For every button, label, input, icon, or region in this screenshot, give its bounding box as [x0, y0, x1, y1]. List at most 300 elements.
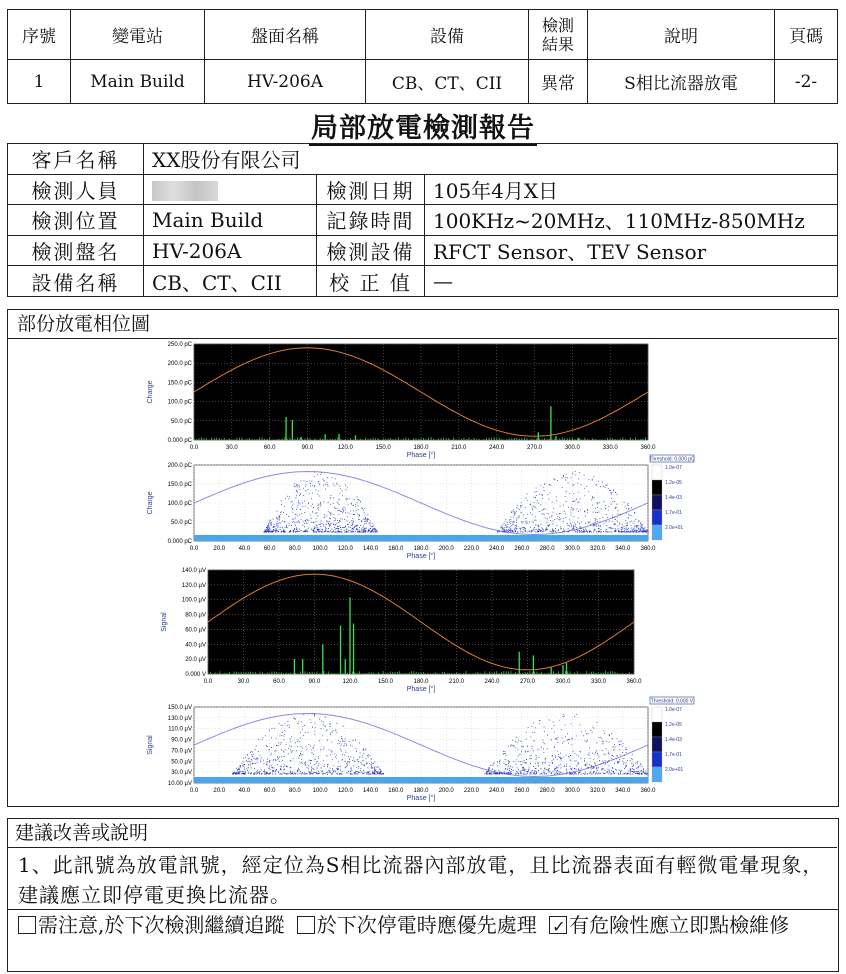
scatter-point	[635, 532, 636, 533]
scatter-point	[581, 521, 582, 522]
scatter-point	[615, 519, 616, 520]
scatter-point	[612, 521, 613, 522]
scatter-point	[297, 741, 298, 742]
scatter-point	[611, 758, 612, 759]
scatter-point	[554, 746, 555, 747]
scatter-point	[536, 520, 537, 521]
scatter-point	[375, 529, 376, 530]
scatter-point	[311, 506, 312, 507]
scatter-point	[380, 773, 381, 774]
scatter-point	[302, 729, 303, 730]
scatter-point	[523, 522, 524, 523]
scatter-point	[572, 501, 573, 502]
scatter-point	[326, 772, 327, 773]
scatter-point	[561, 729, 562, 730]
scatter-point	[276, 738, 277, 739]
scatter-point	[358, 768, 359, 769]
scatter-point	[292, 773, 293, 774]
scatter-point	[613, 756, 614, 757]
scatter-point	[262, 737, 263, 738]
scatter-point	[592, 768, 593, 769]
scatter-point	[310, 774, 311, 775]
scatter-point	[283, 751, 284, 752]
scatter-point	[580, 531, 581, 532]
scatter-point	[276, 517, 277, 518]
scatter-point	[356, 748, 357, 749]
scatter-point	[346, 763, 347, 764]
row-no: 1	[8, 60, 71, 104]
scatter-point	[346, 744, 347, 745]
scatter-point	[594, 523, 595, 524]
scatter-point	[250, 773, 251, 774]
scatter-point	[346, 532, 347, 533]
scatter-point	[581, 768, 582, 769]
scatter-point	[343, 741, 344, 742]
option-1-label: 需注意,於下次檢測繼續追蹤	[38, 913, 285, 937]
scatter-point	[357, 502, 358, 503]
scatter-point	[590, 758, 591, 759]
legend-swatch	[652, 465, 662, 480]
scatter-point	[277, 757, 278, 758]
scatter-point	[576, 774, 577, 775]
scatter-point	[575, 531, 576, 532]
scatter-point	[290, 772, 291, 773]
scatter-point	[578, 769, 579, 770]
scatter-point	[300, 771, 301, 772]
scatter-point	[623, 743, 624, 744]
scatter-point	[302, 502, 303, 503]
scatter-point	[528, 769, 529, 770]
scatter-point	[567, 772, 568, 773]
scatter-point	[605, 485, 606, 486]
scatter-point	[305, 506, 306, 507]
scatter-point	[291, 761, 292, 762]
scatter-point	[295, 486, 296, 487]
scatter-point	[589, 530, 590, 531]
scatter-point	[643, 769, 644, 770]
scatter-point	[592, 480, 593, 481]
scatter-point	[277, 521, 278, 522]
scatter-point	[489, 768, 490, 769]
scatter-point	[590, 730, 591, 731]
scatter-point	[619, 761, 620, 762]
scatter-point	[516, 526, 517, 527]
scatter-point	[633, 523, 634, 524]
legend-label: 1.2e-05	[665, 722, 682, 728]
scatter-point	[373, 532, 374, 533]
scatter-point	[298, 723, 299, 724]
scatter-point	[346, 499, 347, 500]
scatter-point	[525, 762, 526, 763]
scatter-point	[606, 525, 607, 526]
scatter-point	[276, 745, 277, 746]
scatter-point	[527, 500, 528, 501]
scatter-point	[519, 528, 520, 529]
scatter-point	[611, 770, 612, 771]
option-3-checkbox[interactable]	[549, 916, 567, 934]
scatter-point	[255, 763, 256, 764]
scatter-point	[558, 737, 559, 738]
scatter-point	[337, 523, 338, 524]
scatter-point	[530, 772, 531, 773]
scatter-point	[630, 774, 631, 775]
scatter-point	[285, 527, 286, 528]
scatter-point	[521, 512, 522, 513]
scatter-point	[302, 726, 303, 727]
scatter-point	[618, 528, 619, 529]
scatter-point	[280, 514, 281, 515]
scatter-point	[641, 528, 642, 529]
scatter-point	[526, 763, 527, 764]
scatter-point	[285, 724, 286, 725]
scatter-point	[345, 526, 346, 527]
scatter-point	[571, 509, 572, 510]
scatter-point	[289, 525, 290, 526]
scatter-point	[354, 514, 355, 515]
scatter-point	[294, 522, 295, 523]
scatter-point	[497, 774, 498, 775]
scatter-point	[627, 529, 628, 530]
scatter-point	[544, 731, 545, 732]
scatter-point	[264, 769, 265, 770]
scatter-point	[325, 517, 326, 518]
scatter-point	[347, 498, 348, 499]
scatter-point	[245, 772, 246, 773]
scatter-point	[598, 532, 599, 533]
scatter-point	[294, 529, 295, 530]
scatter-point	[258, 751, 259, 752]
scatter-point	[332, 759, 333, 760]
scatter-point	[640, 529, 641, 530]
scatter-point	[571, 507, 572, 508]
scatter-point	[289, 523, 290, 524]
scatter-point	[350, 773, 351, 774]
scatter-point	[346, 530, 347, 531]
scatter-point	[538, 749, 539, 750]
scatter-point	[364, 532, 365, 533]
scatter-point	[324, 514, 325, 515]
scatter-point	[347, 520, 348, 521]
scatter-point	[573, 484, 574, 485]
scatter-point	[634, 530, 635, 531]
scatter-point	[321, 531, 322, 532]
scatter-point	[251, 773, 252, 774]
scatter-point	[578, 774, 579, 775]
scatter-point	[349, 522, 350, 523]
scatter-point	[320, 474, 321, 475]
scatter-point	[364, 772, 365, 773]
scatter-point	[239, 772, 240, 773]
scatter-point	[322, 770, 323, 771]
scatter-point	[283, 531, 284, 532]
scatter-point	[362, 764, 363, 765]
scatter-point	[641, 527, 642, 528]
scatter-point	[615, 508, 616, 509]
option-1-checkbox[interactable]	[18, 916, 36, 934]
scatter-point	[349, 759, 350, 760]
scatter-point	[295, 525, 296, 526]
scatter-point	[301, 751, 302, 752]
scatter-point	[308, 732, 309, 733]
scatter-point	[333, 524, 334, 525]
scatter-point	[350, 771, 351, 772]
scatter-point	[580, 498, 581, 499]
scatter-point	[638, 531, 639, 532]
scatter-point	[319, 496, 320, 497]
x-tick-label: 240.0	[489, 788, 505, 794]
scatter-point	[572, 773, 573, 774]
scatter-point	[612, 501, 613, 502]
scatter-point	[535, 532, 536, 533]
scatter-point	[353, 514, 354, 515]
scatter-point	[358, 516, 359, 517]
scatter-point	[279, 519, 280, 520]
scatter-point	[360, 501, 361, 502]
scatter-point	[638, 525, 639, 526]
scatter-point	[574, 516, 575, 517]
scatter-point	[543, 514, 544, 515]
scatter-point	[277, 518, 278, 519]
scatter-point	[544, 768, 545, 769]
scatter-point	[325, 530, 326, 531]
scatter-point	[509, 520, 510, 521]
y-tick-label: 200.0 pC	[167, 361, 192, 368]
scatter-point	[301, 773, 302, 774]
scatter-point	[509, 761, 510, 762]
scatter-point	[637, 771, 638, 772]
scatter-point	[555, 528, 556, 529]
scatter-point	[573, 528, 574, 529]
scatter-point	[544, 772, 545, 773]
scatter-point	[347, 529, 348, 530]
scatter-point	[526, 759, 527, 760]
scatter-point	[542, 498, 543, 499]
scatter-point	[361, 772, 362, 773]
scatter-point	[377, 771, 378, 772]
scatter-point	[298, 521, 299, 522]
scatter-point	[274, 524, 275, 525]
scatter-point	[325, 531, 326, 532]
scatter-point	[311, 767, 312, 768]
scatter-point	[510, 772, 511, 773]
scatter-point	[362, 508, 363, 509]
y-tick-label: 0.000 pC	[167, 438, 192, 444]
scatter-point	[266, 527, 267, 528]
scatter-point	[319, 532, 320, 533]
scatter-point	[491, 774, 492, 775]
scatter-point	[545, 769, 546, 770]
scatter-point	[254, 763, 255, 764]
scatter-point	[367, 514, 368, 515]
scatter-point	[284, 532, 285, 533]
scatter-point	[298, 739, 299, 740]
scatter-point	[579, 472, 580, 473]
scatter-point	[600, 737, 601, 738]
scatter-point	[589, 532, 590, 533]
scatter-point	[331, 495, 332, 496]
scatter-point	[543, 740, 544, 741]
scatter-point	[609, 770, 610, 771]
scatter-point	[284, 506, 285, 507]
scatter-point	[352, 529, 353, 530]
scatter-point	[520, 771, 521, 772]
scatter-point	[549, 768, 550, 769]
scatter-point	[352, 532, 353, 533]
scatter-point	[595, 764, 596, 765]
location-value: Main Build	[144, 205, 317, 236]
scatter-point	[504, 529, 505, 530]
scatter-point	[522, 523, 523, 524]
scatter-point	[294, 484, 295, 485]
scatter-point	[613, 528, 614, 529]
scatter-point	[605, 764, 606, 765]
scatter-point	[277, 759, 278, 760]
scatter-point	[574, 500, 575, 501]
scatter-point	[242, 765, 243, 766]
scatter-point	[290, 767, 291, 768]
scatter-point	[252, 760, 253, 761]
scatter-point	[596, 519, 597, 520]
y-tick-label: 130.0 µV	[167, 715, 192, 722]
scatter-point	[632, 768, 633, 769]
scatter-point	[316, 531, 317, 532]
scatter-point	[332, 751, 333, 752]
scatter-point	[614, 501, 615, 502]
scatter-point	[559, 517, 560, 518]
scatter-point	[641, 773, 642, 774]
x-tick-label: 140.0	[363, 788, 379, 794]
scatter-point	[316, 512, 317, 513]
scatter-point	[350, 745, 351, 746]
scatter-point	[570, 769, 571, 770]
y-tick-label: 70.0 µV	[171, 748, 192, 755]
scatter-point	[292, 750, 293, 751]
scatter-point	[492, 765, 493, 766]
scatter-point	[617, 738, 618, 739]
scatter-point	[334, 527, 335, 528]
scatter-point	[620, 774, 621, 775]
scatter-point	[571, 512, 572, 513]
scatter-point	[263, 760, 264, 761]
scatter-point	[514, 522, 515, 523]
scatter-point	[534, 772, 535, 773]
scatter-point	[365, 530, 366, 531]
scatter-point	[302, 754, 303, 755]
scatter-point	[615, 528, 616, 529]
scatter-point	[548, 513, 549, 514]
scatter-point	[598, 773, 599, 774]
scatter-point	[507, 527, 508, 528]
scatter-point	[281, 725, 282, 726]
scatter-point	[251, 759, 252, 760]
scatter-point	[313, 768, 314, 769]
scatter-point	[244, 770, 245, 771]
scatter-point	[517, 772, 518, 773]
scatter-point	[256, 758, 257, 759]
scatter-point	[540, 531, 541, 532]
y-tick-label: 150.0 µV	[167, 705, 192, 711]
scatter-point	[573, 508, 574, 509]
scatter-point	[274, 768, 275, 769]
scatter-point	[334, 520, 335, 521]
scatter-point	[560, 772, 561, 773]
scatter-point	[520, 772, 521, 773]
scatter-point	[527, 494, 528, 495]
y-tick-label: 0.000 V	[185, 672, 206, 678]
scatter-point	[312, 493, 313, 494]
scatter-point	[591, 499, 592, 500]
scatter-point	[313, 754, 314, 755]
scatter-point	[333, 517, 334, 518]
y-tick-label: 100.0 pC	[167, 399, 192, 406]
scatter-point	[265, 529, 266, 530]
scatter-point	[553, 771, 554, 772]
scatter-point	[620, 773, 621, 774]
scatter-point	[636, 519, 637, 520]
scatter-point	[359, 515, 360, 516]
scatter-point	[368, 529, 369, 530]
scatter-point	[536, 491, 537, 492]
scatter-point	[266, 772, 267, 773]
scatter-point	[304, 773, 305, 774]
scatter-point	[377, 767, 378, 768]
option-2-checkbox[interactable]	[297, 916, 315, 934]
scatter-point	[534, 520, 535, 521]
x-tick-label: 120.0	[337, 546, 353, 552]
scatter-point	[512, 745, 513, 746]
scatter-point	[619, 759, 620, 760]
scatter-point	[280, 735, 281, 736]
scatter-point	[335, 771, 336, 772]
x-tick-label: 180.0	[413, 546, 429, 552]
scatter-point	[279, 520, 280, 521]
scatter-point	[568, 739, 569, 740]
scatter-point	[515, 530, 516, 531]
scatter-point	[514, 515, 515, 516]
col-panel-header: 盤面名稱	[205, 10, 366, 60]
scatter-point	[307, 767, 308, 768]
scatter-point	[517, 742, 518, 743]
scatter-point	[556, 514, 557, 515]
scatter-point	[290, 530, 291, 531]
scatter-point	[591, 765, 592, 766]
scatter-point	[313, 529, 314, 530]
scatter-point	[529, 768, 530, 769]
scatter-point	[502, 528, 503, 529]
scatter-point	[306, 484, 307, 485]
scatter-point	[276, 770, 277, 771]
scatter-point	[360, 768, 361, 769]
scatter-point	[350, 530, 351, 531]
scatter-point	[297, 516, 298, 517]
scatter-point	[330, 525, 331, 526]
scatter-point	[364, 508, 365, 509]
scatter-point	[558, 529, 559, 530]
scatter-point	[288, 748, 289, 749]
scatter-point	[568, 525, 569, 526]
date-value: 105年4月X日	[425, 174, 838, 205]
scatter-point	[361, 530, 362, 531]
scatter-point	[538, 526, 539, 527]
scatter-point	[269, 762, 270, 763]
scatter-point	[527, 751, 528, 752]
scatter-point	[376, 531, 377, 532]
scatter-point	[338, 510, 339, 511]
scatter-point	[310, 760, 311, 761]
scatter-point	[593, 523, 594, 524]
scatter-point	[335, 478, 336, 479]
scatter-point	[311, 760, 312, 761]
